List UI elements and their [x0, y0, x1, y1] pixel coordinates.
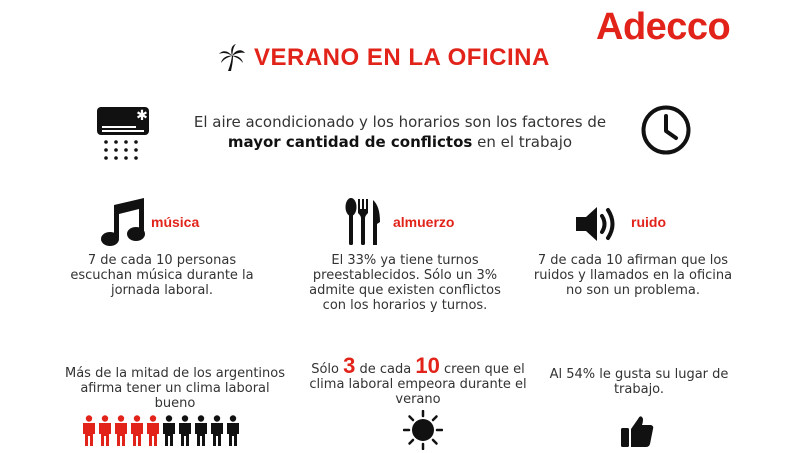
thumbs-up-icon — [620, 414, 654, 448]
air-conditioner-icon — [96, 106, 150, 162]
summer-text-mid: de cada — [359, 362, 412, 377]
feature-label-almuerzo: almuerzo — [393, 214, 455, 230]
summer-text-post: creen que el clima laboral empeora durante el verano — [309, 362, 527, 407]
intro-text — [170, 112, 630, 152]
person-figure — [163, 415, 175, 446]
person-figure — [131, 415, 143, 446]
speaker-icon — [575, 204, 617, 244]
person-figure — [179, 415, 191, 446]
person-figure — [147, 415, 159, 446]
svg-text:✱: ✱ — [136, 108, 148, 124]
summer-text — [300, 353, 536, 407]
feature-label-musica: música — [151, 214, 200, 230]
climate-text: Más de la mitad de los argentinos afirma tener un clima laboral bueno — [64, 366, 285, 411]
clock-icon — [640, 104, 692, 156]
summer-text-pre: Sólo — [311, 362, 339, 377]
person-figure — [227, 415, 239, 446]
feature-label-ruido: ruido — [631, 214, 666, 230]
intro-text-after: en el trabajo — [477, 133, 573, 151]
cutlery-icon — [344, 198, 382, 246]
adecco-logo: Adecco — [596, 6, 731, 48]
people-icon — [82, 415, 242, 447]
feature-text-almuerzo: El 33% ya tiene turnos preestablecidos. Sólo un 3% admite que existen conflictos con los horarios y turnos. — [309, 253, 501, 313]
summer-number-3: 3 — [343, 353, 356, 378]
intro-text-bold: mayor cantidad de conflictos — [227, 133, 473, 151]
person-figure — [195, 415, 207, 446]
sun-icon — [403, 410, 443, 450]
person-figure — [83, 415, 95, 446]
page-title: VERANO EN LA OFICINA — [254, 44, 550, 71]
music-note-icon — [100, 197, 146, 247]
palm-tree-icon — [218, 44, 246, 72]
workplace-text: Al 54% le gusta su lugar de trabajo. — [549, 367, 729, 397]
person-figure — [115, 415, 127, 446]
person-figure — [99, 415, 111, 446]
feature-text-ruido: 7 de cada 10 afirman que los ruidos y llamados en la oficina no son un problema. — [533, 253, 733, 298]
summer-number-10: 10 — [415, 353, 440, 378]
person-figure — [211, 415, 223, 446]
intro-text-before: El aire acondicionado y los horarios son los factores de — [193, 113, 607, 131]
feature-text-musica: 7 de cada 10 personas escuchan música durante la jornada laboral. — [70, 253, 254, 298]
